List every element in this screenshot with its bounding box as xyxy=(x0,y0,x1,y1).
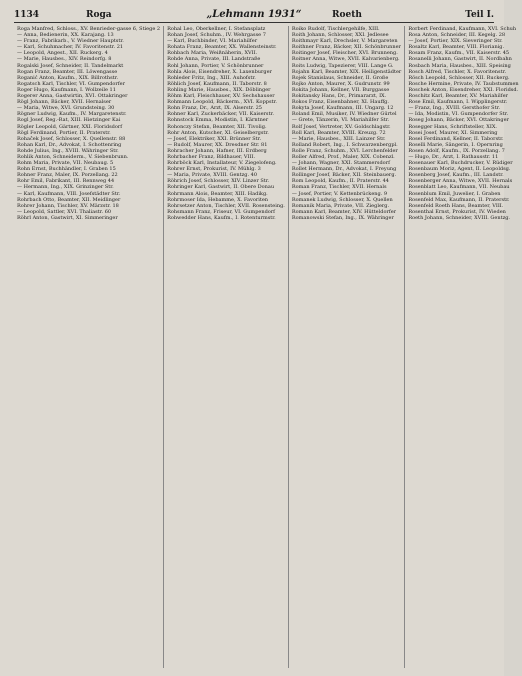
directory-entry: Rohmann Leopold, Bäckerm., XVI. Koppstr. xyxy=(167,99,277,106)
directory-entry: — Franz, Fabrikarb., V. Wiedner Hauptstr. xyxy=(17,38,124,45)
directory-entry: Rosam Franz, Kaufm., VII. Kaiserstr. 45 xyxy=(408,50,510,57)
directory-entry: Rohm Maria, Private, VII. Neubaug. 5 xyxy=(17,160,114,167)
directory-entry: Rokos Franz, Eisenbahner, XI. Hauffg. xyxy=(291,99,389,106)
directory-entry: Rokyta Josef, Kaufmann, III. Ungarg. 12 xyxy=(291,105,394,112)
page-number: 1134 xyxy=(14,10,40,20)
directory-entry: Rosegger Hans, Schriftsteller, XIX. xyxy=(408,123,497,130)
directory-entry: Rohla Alois, Eisendreher, X. Laxenburger xyxy=(167,68,272,75)
directory-entry: Rosel Ferdinand, Kellner, II. Taborstr. xyxy=(408,135,504,142)
directory-entry: — Leopold, Sattler, XVI. Thaliastr. 60 xyxy=(17,208,112,215)
directory-entry: Rosenfeld Roeth Hans, Beamter, VIII. xyxy=(408,202,504,209)
directory-entry: Rösch Leopold, Schlosser, XII. Ruckerg. xyxy=(408,74,510,81)
directory-entry: Roga Manfred, Schloss., XV. Benrieder-gasse 6, Stiege 2 xyxy=(17,26,161,32)
directory-entry: Rosanelli Johann, Gastwirt, II. Nordbahn xyxy=(408,56,512,63)
directory-entry: Rohracher Johann, Hafner, III. Erdberg xyxy=(167,147,267,154)
directory-entry: Rosenberg Josef, Kaufm., III. Landstr. xyxy=(408,172,504,179)
directory-entry: Rosenbaum Moriz, Agent, II. Leopoldsg. xyxy=(408,166,511,173)
directory-entry: Rohsmann Franz, Friseur, VI. Gumpendorf xyxy=(167,208,276,215)
directory-entry: — Josef, Elektriker, XXI. Brünner Str. xyxy=(167,135,262,142)
directory-entry: Rohata Franz, Beamter, XX. Wallensteinstr. xyxy=(167,44,277,51)
directory-entry: Rögl Johann, Bäcker, XVII. Hernalser xyxy=(17,99,112,106)
right-keyword: Roeth xyxy=(332,10,362,20)
directory-entry: Rohrsetzer Anton, Tischler, XVII. Rosensteing. xyxy=(167,202,285,209)
directory-entry: Rosa Anton, Schneider, III. Kegelg. 28 xyxy=(408,32,506,39)
directory-entry: Rosenblatt Leo, Kaufmann, VII. Neubau xyxy=(408,184,510,191)
directory-entry: Rosaltz Karl, Beamter, VIII. Florianig. xyxy=(408,44,505,51)
directory-entry: Rohl Johann, Portier, V. Schönbrunner xyxy=(167,62,264,69)
directory-entry: — Karl, Kaufmann, VIII. Josefstädter Str. xyxy=(17,190,121,197)
directory-entry: Rogan Franz, Beamter, III. Löwengasse xyxy=(17,68,118,75)
directory-entry: Roithner Franz, Bäcker, XII. Schönbrunner xyxy=(291,44,401,51)
directory-entry: Roithmayr Karl, Drechsler, V. Margareten xyxy=(291,38,398,45)
directory-entry: Rohonczy Stefan, Beamter, XII. Tivolig. xyxy=(167,123,267,130)
directory-entry: Rohlik Anton, Schneiderm., V. Siebenbrunn. xyxy=(17,153,129,160)
directory-entry: Rogalski Josef, Schneider, II. Tandelmarkt xyxy=(17,62,124,69)
directory-entry: Romanik Maria, Private, VII. Zieglerg. xyxy=(291,202,390,209)
directory-entry: Rom Leopold, Kaufm., II. Praterstr. 44 xyxy=(291,178,389,185)
directory-entry: — Rudolf, Maurer, XX. Dresdner Str. 81 xyxy=(167,141,268,148)
directory-entry: — Maria, Witwe, XVI. Grundsteing. 30 xyxy=(17,105,115,112)
directory-entry: Rögl Ferdinand, Portier, II. Praterstr. xyxy=(17,129,111,136)
directory-entry: — Leopold, Angest., XII. Ruckerg. 4 xyxy=(17,50,108,57)
directory-entry: Rosenberger Anna, Witwe, XVII. Hernals xyxy=(408,178,513,185)
directory-entry: — Marie, Hausbes., XIII. Lainzer Str. xyxy=(291,135,386,142)
directory-entry: Rohaček Josef, Schlosser, X. Quellenstr. 88 xyxy=(17,135,126,142)
header-title: „Lehmann 1931“ xyxy=(206,9,302,20)
directory-entry: — Josef, Portier, V. Kettenbrückeng. 9 xyxy=(291,190,388,197)
directory-entry: Rojek Stanislaus, Schneider, II. Große xyxy=(291,74,389,81)
directory-entry: Rögler Leopold, Gärtner, XXI. Floridsdorf xyxy=(17,123,123,130)
directory-entry: Rohling Marie, Hausbes., XIX. Döblinger xyxy=(167,86,271,93)
directory-entry: Rorbert Ferdinand, Kaufmann, XVI. Schuh xyxy=(408,26,517,32)
directory-entry: Rogl Josef, Reg.-Rat, XIII. Hietzinger Kai xyxy=(17,117,121,124)
directory-entry: Rohr Emil, Fabrikant, III. Rennweg 44 xyxy=(17,178,115,185)
directory-entry: — Hermann, Ing., XIX. Grinzinger Str. xyxy=(17,184,114,191)
directory-entry: Rosenauer Karl, Buchdrucker, V. Rüdiger xyxy=(408,160,513,167)
directory-entry: Roschitz Karl, Beamter, XV. Mariahilfer xyxy=(408,93,508,100)
directory-entry: Rohrer Ernst, Prokurist, IV. Mühlg. 3 xyxy=(167,166,261,173)
directory-entry: Rosenfeld Max, Kaufmann, II. Praterstr. xyxy=(408,196,510,203)
directory-entry: Rohrer Johann, Tischler, XV. Märzstr. 18 xyxy=(17,202,119,209)
directory-entry: Rohner Karl, Zuckerbäcker, VII. Kaiserstr. xyxy=(167,111,274,118)
directory-entry: Roman Franz, Tischler, XVII. Hernals xyxy=(291,184,387,191)
directory-entry: — Franz, Ing., XVIII. Gersthofer Str. xyxy=(408,105,501,112)
directory-entry: Rogatsch Karl, Tischler, VI. Gumpendorfer xyxy=(17,80,126,87)
directory-entry: — Karl, Schuhmacher, IV. Favoritenstr. 21 xyxy=(17,44,124,51)
directory-entry: Roseg Johann, Bäcker, XVI. Ottakringer xyxy=(408,117,509,124)
directory-entry: Rosenblum Emil, Juwelier, I. Graben xyxy=(408,190,501,197)
directory-entry: Rohnstock Emma, Modistin, I. Kärntner xyxy=(167,117,269,124)
directory-entry: Rosen Adolf, Kaufm., IX. Porzellang. 7 xyxy=(408,147,505,154)
directory-entry: Rokitansky Hans, Dr., Primararzt, IX. xyxy=(291,93,387,100)
directory-entry: — Marie, Hausbes., XIV. Reindorfg. 8 xyxy=(17,56,112,63)
directory-entry: Roits Ludwig, Tapezierer, VIII. Lange G. xyxy=(291,62,394,69)
directory-entry: Rohner Franz, Maler, IX. Porzellang. 22 xyxy=(17,172,118,179)
directory-entry: Roitner Anna, Witwe, XVII. Kalvarienberg. xyxy=(291,56,400,63)
directory-entry: Rogerer Anna, Gastwirtin, XVI. Ottakringer xyxy=(17,93,128,100)
directory-entry: Rosei Josef, Maurer, XI. Simmering xyxy=(408,129,498,136)
directory-entry: — Johann, Wagner, XXI. Stammersdorf xyxy=(291,160,390,167)
directory-entry: Romanowski Stefan, Ing., IX. Währinger xyxy=(291,214,394,221)
directory-entry: Röhrl Anton, Gastwirt, XI. Simmeringer xyxy=(17,214,118,221)
directory-entry: Rosenthal Ernst, Prokurist, IV. Wieden xyxy=(408,208,506,215)
directory-entry: — Grete, Tänzerin, VI. Mariahilfer Str. xyxy=(291,117,390,124)
directory-entry: Romanek Ludwig, Schlosser, X. Quellen xyxy=(291,196,393,203)
directory-entry: Rose Emil, Kaufmann, I. Wipplingerstr. xyxy=(408,99,508,106)
directory-entry: Roger Hugo, Kaufmann, I. Wollzeile 11 xyxy=(17,86,116,93)
directory-entry: Roschek Anton, Eisendreher, XXI. Floridsd. xyxy=(408,86,519,93)
directory-entry: — Karl, Buchbinder, VI. Mariahilfer xyxy=(167,38,258,45)
directory-entry: — Hugo, Dr., Arzt, I. Rathausstr. 11 xyxy=(408,153,499,160)
directory-entry: Roland Emil, Musiker, IV. Wiedner Gürtel xyxy=(291,111,397,118)
directory-entry: Roller Alfred, Prof., Maler, XIX. Cobenzl. xyxy=(291,153,395,160)
running-header xyxy=(14,8,494,23)
directory-entry: Roselli Marie, Sängerin, I. Opernring xyxy=(408,141,503,148)
directory-entry: Roganić Anton, Kaufm., XIX. Billrothstr. xyxy=(17,74,119,81)
directory-entry: Rohde Julius, Ing., XVIII. Währinger Str. xyxy=(17,147,119,154)
directory-entry: Rohde Anna, Private, III. Landstraße xyxy=(167,56,261,63)
directory-entry: Rollet Hermann, Dr., Advokat, I. Freyung xyxy=(291,166,397,173)
directory-columns xyxy=(14,26,519,668)
directory-column xyxy=(14,26,163,668)
directory-entry: Rohal Leo, Oberkellner, I. Stefansplatz xyxy=(167,26,266,32)
left-keyword: Roga xyxy=(86,10,112,20)
directory-entry: Rolle Franz, Schuhm., XVI. Lerchenfelder xyxy=(291,147,398,154)
directory-entry: Rohrmann Alois, Beamter, XIII. Hadikg. xyxy=(167,190,268,197)
directory-entry: Roiko Rudolf, Tischlergehilfe, XIII. xyxy=(291,26,380,32)
directory-entry: Rohleder Fritz, Ing., XIII. Auhofstr. xyxy=(167,74,256,81)
directory-entry: Rolland Robert, Ing., I. Schwarzenbergpl. xyxy=(291,141,398,148)
directory-entry: Romann Karl, Beamter, XIV. Hütteldorfer xyxy=(291,208,397,215)
directory-entry: Rosche Hermine, Private, IV. Taubstummen xyxy=(408,80,519,87)
directory-entry: Rosch Alfred, Tischler, X. Favoritenstr. xyxy=(408,68,507,75)
directory-entry: Rohr Anton, Kutscher, XI. Geiselbergstr. xyxy=(167,129,269,136)
directory-entry: — Ida, Modistin, VI. Gumpendorfer Str. xyxy=(408,111,509,118)
directory-column xyxy=(288,26,404,668)
directory-entry: Rosbach Maria, Hausbes., XIII. Speising xyxy=(408,62,511,69)
directory-entry: Rohn Franz, Dr., Arzt, IX. Alserstr. 25 xyxy=(167,105,262,112)
directory-entry: Roeth Johann, Schneider, XVIII. Gentzg. xyxy=(408,214,511,221)
directory-entry: Rohan Karl, Dr., Advokat, I. Schottenring xyxy=(17,141,122,148)
directory-entry: Rojko Anton, Maurer, X. Gudrunstr. 99 xyxy=(291,80,390,87)
directory-entry: — Maria, Private, XVIII. Gentzg. 40 xyxy=(167,172,258,179)
directory-entry: Rolf Josef, Vertreter, XV. Goldschlagstr. xyxy=(291,123,391,130)
directory-entry: Rohrböck Karl, Installateur, V. Ziegelofeng. xyxy=(167,160,277,167)
part-label: Teil I. xyxy=(465,10,494,20)
directory-entry: Rohrbacher Franz, Bildhauer, VIII. xyxy=(167,153,256,160)
directory-entry: Rokita Johann, Kellner, VII. Burggasse xyxy=(291,86,390,93)
directory-entry: Rohn Ernst, Buchhändler, I. Graben 15 xyxy=(17,166,116,173)
directory-entry: Roitinger Josef, Fleischer, XVI. Brunneng. xyxy=(291,50,398,57)
directory-entry: Rohan Josef, Schuhm., IV. Wehrgasse 7 xyxy=(167,32,266,39)
directory-entry: Rohrbach Otto, Beamter, XII. Meidlinger xyxy=(17,196,121,203)
directory-entry: Rohbach Maria, Weißnäherin, XVII. xyxy=(167,50,258,57)
directory-entry: Rögner Ludwig, Kaufm., IV. Margaretenstr. xyxy=(17,111,127,118)
directory-entry: — Anna, Bedienerin, XX. Karajang. 13 xyxy=(17,32,114,39)
directory-entry: Roll Karl, Beamter, XVIII. Kreuzg. 72 xyxy=(291,129,386,136)
directory-entry: Röhrich Josef, Schlosser, XIV. Linzer Str. xyxy=(167,178,270,185)
directory-entry: Rohringer Karl, Gastwirt, II. Obere Donau xyxy=(167,184,275,191)
directory-entry: Rojahn Karl, Beamter, XIX. Heiligenstädter xyxy=(291,68,402,75)
directory-column xyxy=(163,26,288,668)
directory-entry: Röhlich Josef, Kaufmann, II. Taborstr. 8 xyxy=(167,80,267,87)
directory-entry: Röhm Karl, Fleischhauer, XV. Sechshauser xyxy=(167,93,275,100)
directory-entry: — Josef, Portier, XIX. Sieveringer Str. xyxy=(408,38,503,45)
directory-entry: Roith Johann, Schlosser, XXI. Jedlesee xyxy=(291,32,389,39)
directory-entry: Rollinger Josef, Bäcker, XII. Steinbauerg. xyxy=(291,172,397,179)
directory-entry: Rohrmoser Ida, Hebamme, X. Favoriten xyxy=(167,196,269,203)
directory-column xyxy=(404,26,521,668)
directory-entry: Rohwedder Hans, Kaufm., I. Rotenturmstr. xyxy=(167,214,276,221)
